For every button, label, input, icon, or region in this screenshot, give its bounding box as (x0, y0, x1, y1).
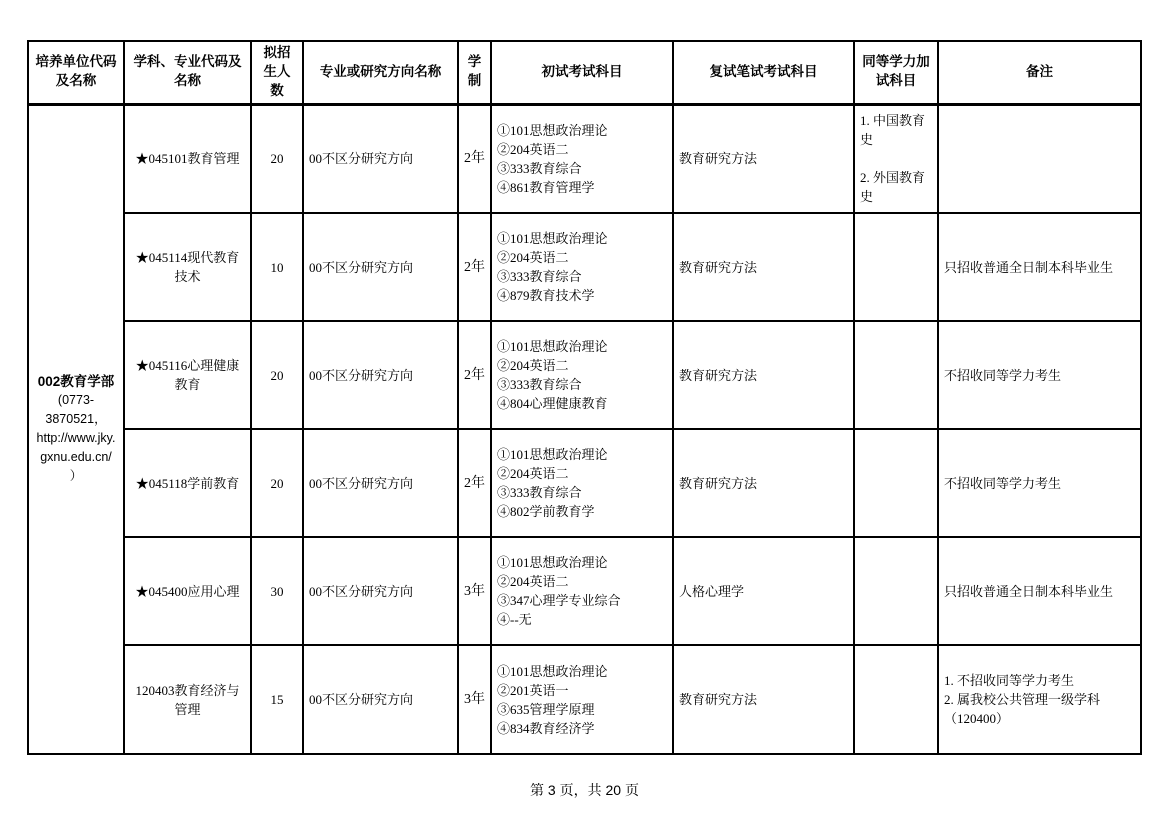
page-footer: 第 3 页，共 20 页 (530, 782, 639, 798)
initial-exam-cell: ①101思想政治理论 ②204英语二 ③333教育综合 ④879教育技术学 (491, 213, 673, 321)
table-row (28, 537, 1141, 645)
major-cell: ★045116心理健康教育 (124, 321, 251, 429)
initial-exam-cell: ①101思想政治理论 ②204英语二 ③333教育综合 ④804心理健康教育 (491, 321, 673, 429)
remarks-cell: 不招收同等学力考生 (938, 429, 1141, 537)
quota-cell: 30 (251, 537, 303, 645)
quota-cell: 10 (251, 213, 303, 321)
major-cell: ★045118学前教育 (124, 429, 251, 537)
supplementary-cell: 1. 中国教育史 2. 外国教育史 (854, 104, 938, 213)
major-cell: ★045101教育管理 (124, 104, 251, 213)
initial-exam-cell: ①101思想政治理论 ②201英语一 ③635管理学原理 ④834教育经济学 (491, 645, 673, 754)
unit-name: 002教育学部 (37, 374, 115, 390)
header-direction: 专业或研究方向名称 (303, 41, 458, 104)
duration-cell: 2年 (458, 321, 491, 429)
duration-cell: 2年 (458, 213, 491, 321)
header-supplementary: 同等学力加试科目 (854, 41, 938, 104)
header-unit-code: 培养单位代码及名称 (28, 41, 124, 104)
retest-cell: 人格心理学 (673, 537, 854, 645)
supplementary-cell (854, 429, 938, 537)
table-row (28, 104, 1141, 213)
table-row (28, 429, 1141, 537)
quota-cell: 20 (251, 104, 303, 213)
major-cell: 120403教育经济与管理 (124, 645, 251, 754)
header-retest: 复试笔试考试科目 (673, 41, 854, 104)
table-row (28, 645, 1141, 754)
retest-cell: 教育研究方法 (673, 213, 854, 321)
quota-cell: 15 (251, 645, 303, 754)
supplementary-cell (854, 213, 938, 321)
direction-cell: 00不区分研究方向 (303, 645, 458, 754)
major-cell: ★045400应用心理 (124, 537, 251, 645)
remarks-cell: 不招收同等学力考生 (938, 321, 1141, 429)
remarks-cell (938, 104, 1141, 213)
major-cell: ★045114现代教育技术 (124, 213, 251, 321)
header-major: 学科、专业代码及名称 (124, 41, 251, 104)
duration-cell: 2年 (458, 104, 491, 213)
remarks-cell: 只招收普通全日制本科毕业生 (938, 537, 1141, 645)
direction-cell: 00不区分研究方向 (303, 104, 458, 213)
direction-cell: 00不区分研究方向 (303, 429, 458, 537)
initial-exam-cell: ①101思想政治理论 ②204英语二 ③333教育综合 ④802学前教育学 (491, 429, 673, 537)
supplementary-cell (854, 537, 938, 645)
quota-cell: 20 (251, 321, 303, 429)
header-row (28, 41, 1141, 104)
retest-cell: 教育研究方法 (673, 104, 854, 213)
unit-contact: (0773- 3870521， http://www.jky. gxnu.edu.cn/ ） (36, 393, 116, 484)
retest-cell: 教育研究方法 (673, 429, 854, 537)
remarks-cell: 只招收普通全日制本科毕业生 (938, 213, 1141, 321)
quota-cell: 20 (251, 429, 303, 537)
direction-cell: 00不区分研究方向 (303, 321, 458, 429)
supplementary-cell (854, 645, 938, 754)
header-duration: 学制 (458, 41, 491, 104)
header-remarks: 备注 (938, 41, 1141, 104)
admissions-table (27, 40, 1142, 755)
table-row (28, 213, 1141, 321)
initial-exam-cell: ①101思想政治理论 ②204英语二 ③347心理学专业综合 ④--无 (491, 537, 673, 645)
supplementary-cell (854, 321, 938, 429)
retest-cell: 教育研究方法 (673, 645, 854, 754)
duration-cell: 2年 (458, 429, 491, 537)
duration-cell: 3年 (458, 537, 491, 645)
table-row (28, 321, 1141, 429)
direction-cell: 00不区分研究方向 (303, 213, 458, 321)
header-quota: 拟招生人数 (251, 41, 303, 104)
unit-cell (28, 104, 124, 754)
header-initial-exam: 初试考试科目 (491, 41, 673, 104)
retest-cell: 教育研究方法 (673, 321, 854, 429)
remarks-cell: 1. 不招收同等学力考生 2. 属我校公共管理一级学科 （120400） (938, 645, 1141, 754)
initial-exam-cell: ①101思想政治理论 ②204英语二 ③333教育综合 ④861教育管理学 (491, 104, 673, 213)
duration-cell: 3年 (458, 645, 491, 754)
direction-cell: 00不区分研究方向 (303, 537, 458, 645)
